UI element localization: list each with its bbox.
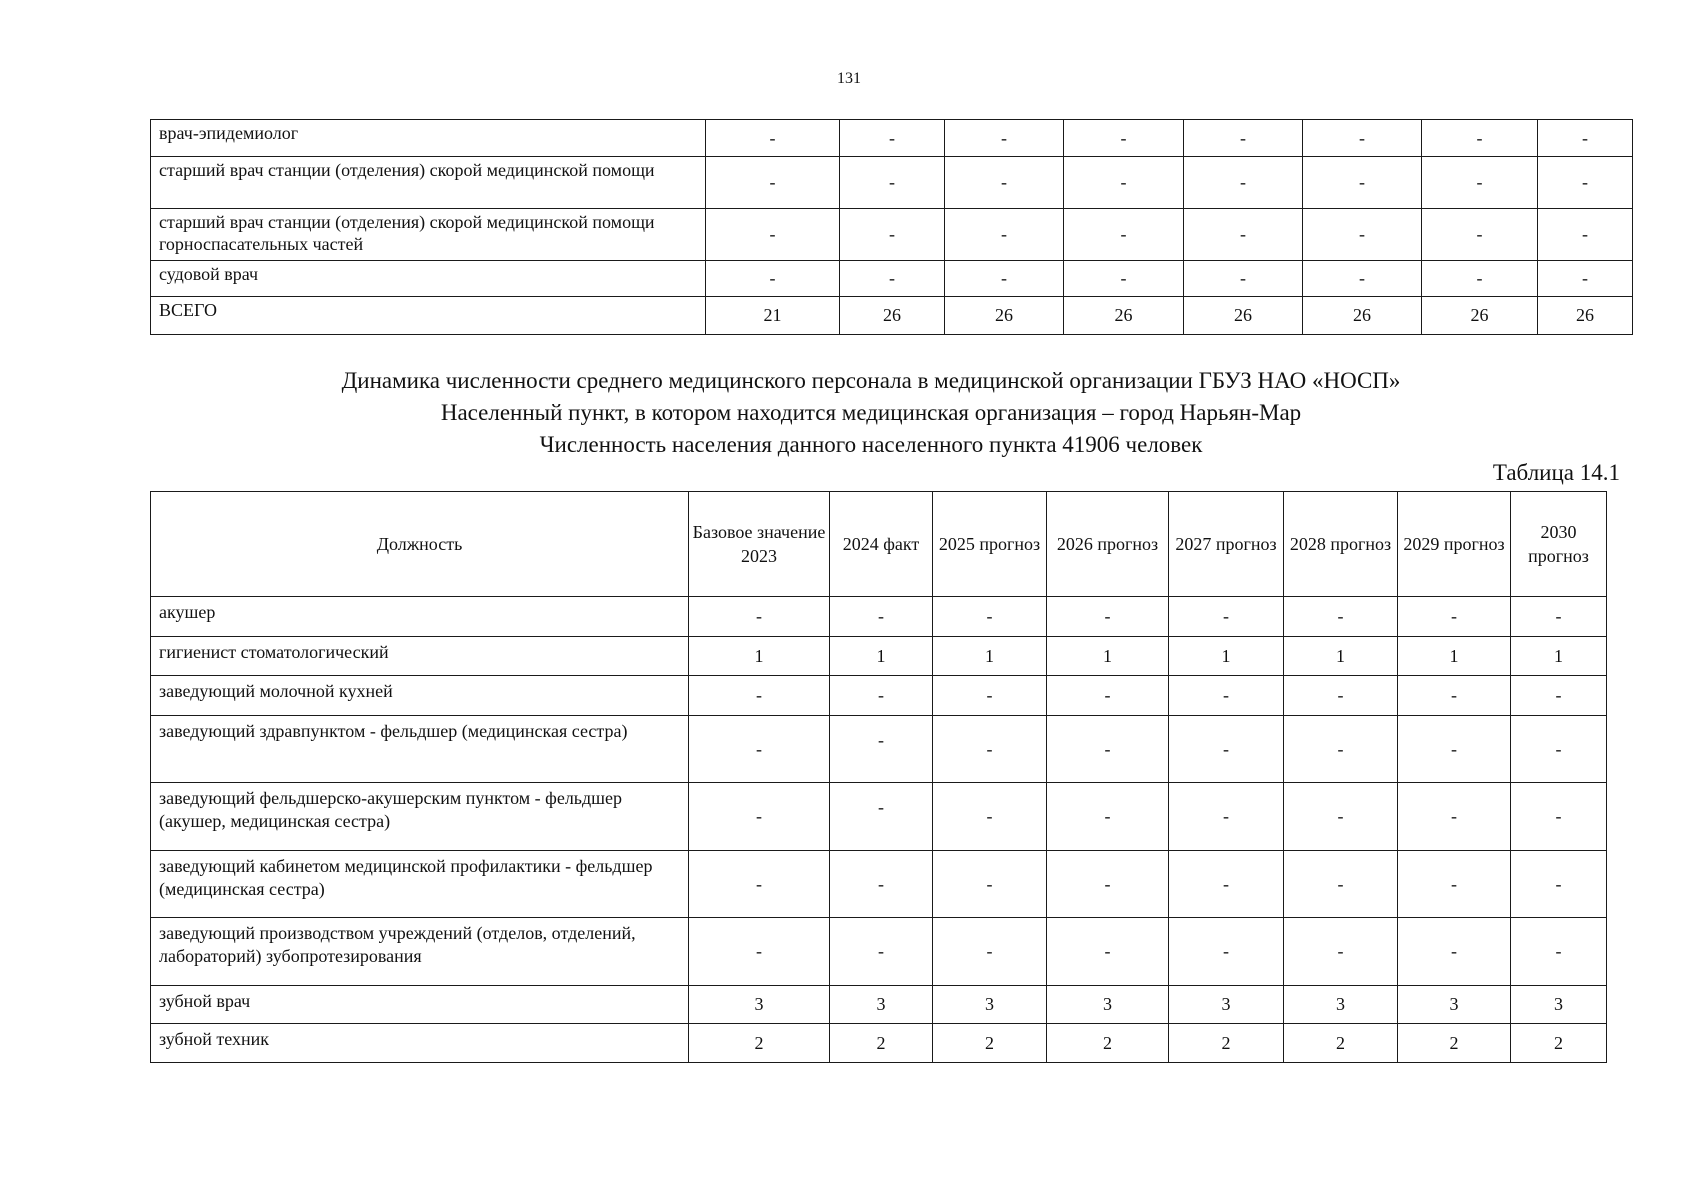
row-value: 2 [933,1024,1047,1063]
table-row [151,597,1607,637]
row-label: заведующий фельдшерско-акушерским пунктом - фельдшер (акушер, медицинская сестра) [151,783,689,851]
row-value: 3 [1047,986,1169,1024]
table-header-row [151,492,1607,597]
row-value: - [689,783,830,851]
row-value: - [1284,918,1398,986]
row-value: - [689,918,830,986]
row-value: 2 [689,1024,830,1063]
row-value: - [945,120,1064,157]
row-value: - [1422,120,1538,157]
caption-population: Численность населения данного населенного пункта 41906 человек [539,432,1203,457]
row-value: - [1303,120,1422,157]
row-value: - [1047,918,1169,986]
row-value: - [1511,783,1607,851]
row-value: - [1047,783,1169,851]
table-row [151,783,1607,851]
row-value: - [1184,157,1303,209]
row-value: - [1422,261,1538,297]
header-2024-fact: 2024 факт [830,492,933,597]
page-number: 131 [837,70,861,87]
row-value: 1 [1398,637,1511,676]
table-row [151,716,1607,783]
table-row [151,209,1633,261]
row-value: - [1398,851,1511,918]
table-number-label: Таблица 14.1 [1492,460,1620,485]
header-base-2023: Базовое значение 2023 [689,492,830,597]
row-value: 26 [1184,297,1303,335]
row-value: - [689,716,830,783]
row-value: - [1169,918,1284,986]
row-value: 1 [1169,637,1284,676]
row-value: - [1184,261,1303,297]
header-2028-forecast: 2028 прогноз [1284,492,1398,597]
table-row [151,918,1607,986]
row-value: 3 [1511,986,1607,1024]
table-row [151,120,1633,157]
row-label: заведующий здравпунктом - фельдшер (медицинская сестра) [151,716,689,783]
row-value: - [1398,597,1511,637]
row-label: старший врач станции (отделения) скорой медицинской помощи [151,157,706,209]
row-value: - [1422,157,1538,209]
row-value: - [706,261,840,297]
row-value: - [1398,676,1511,716]
row-value: - [1284,716,1398,783]
row-value: - [1284,597,1398,637]
row-value: 21 [706,297,840,335]
row-value: - [1047,716,1169,783]
row-value: 3 [933,986,1047,1024]
row-value: - [1047,676,1169,716]
row-value: - [1169,851,1284,918]
row-label: зубной техник [151,1024,689,1063]
row-value: 1 [689,637,830,676]
row-value: - [1169,676,1284,716]
header-position: Должность [151,492,689,597]
row-value: - [1047,851,1169,918]
row-value: 2 [1047,1024,1169,1063]
row-label: судовой врач [151,261,706,297]
row-value: - [933,783,1047,851]
row-value: 3 [1398,986,1511,1024]
row-value: - [1047,597,1169,637]
row-value: 3 [1169,986,1284,1024]
row-value: 1 [933,637,1047,676]
row-value: 2 [1284,1024,1398,1063]
row-value: - [1169,716,1284,783]
row-value: - [830,597,933,637]
table-row [151,297,1633,335]
row-value: - [1538,120,1633,157]
caption-title: Динамика численности среднего медицинского персонала в медицинской организации ГБУЗ НАО «НОСП» [341,368,1401,393]
row-value: 26 [1303,297,1422,335]
row-value: - [689,851,830,918]
row-value: - [1398,918,1511,986]
row-value: - [1303,261,1422,297]
row-value: 26 [1422,297,1538,335]
row-label: заведующий молочной кухней [151,676,689,716]
table-row [151,676,1607,716]
row-value: - [706,157,840,209]
row-value: - [1169,783,1284,851]
row-value: - [840,157,945,209]
row-label: врач-эпидемиолог [151,120,706,157]
row-label: заведующий кабинетом медицинской профилактики - фельдшер (медицинская сестра) [151,851,689,918]
row-value: - [1064,157,1184,209]
header-2029-forecast: 2029 прогноз [1398,492,1511,597]
row-value: 2 [1398,1024,1511,1063]
row-value: - [840,209,945,261]
row-value: - [1422,209,1538,261]
row-label: акушер [151,597,689,637]
row-value: - [1538,157,1633,209]
row-value: 1 [1284,637,1398,676]
table-row [151,637,1607,676]
table-row [151,986,1607,1024]
row-value: - [830,851,933,918]
header-2026-forecast: 2026 прогноз [1047,492,1169,597]
row-value: 26 [1064,297,1184,335]
row-value: - [1284,676,1398,716]
row-value: - [933,918,1047,986]
row-value: - [933,851,1047,918]
row-label: гигиенист стоматологический [151,637,689,676]
row-value: - [830,783,933,851]
row-value: - [1538,209,1633,261]
row-value: - [1284,851,1398,918]
row-value: - [1064,120,1184,157]
row-value: - [1398,783,1511,851]
row-value: - [1303,209,1422,261]
row-value: 3 [830,986,933,1024]
row-value: - [1184,120,1303,157]
row-value: - [1511,851,1607,918]
caption-settlement: Населенный пункт, в котором находится медицинская организация – город Нарьян-Мар [440,400,1302,425]
row-value: - [830,716,933,783]
table-row [151,1024,1607,1063]
row-value: - [1303,157,1422,209]
row-value: - [933,597,1047,637]
header-2027-forecast: 2027 прогноз [1169,492,1284,597]
row-value: 3 [689,986,830,1024]
row-value: 26 [840,297,945,335]
row-value: - [1184,209,1303,261]
row-value: - [689,597,830,637]
row-value: - [1284,783,1398,851]
row-value: 1 [1511,637,1607,676]
header-2030-forecast: 2030 прогноз [1511,492,1607,597]
row-value: - [945,209,1064,261]
row-value: - [830,676,933,716]
row-value: - [1511,597,1607,637]
row-value: 2 [830,1024,933,1063]
row-value: 1 [830,637,933,676]
row-label: зубной врач [151,986,689,1024]
row-value: - [1511,716,1607,783]
row-value: - [945,261,1064,297]
nursing-staff-table [150,491,1607,1063]
row-label: старший врач станции (отделения) скорой медицинской помощи горноспасательных частей [151,209,706,261]
row-value: - [840,261,945,297]
row-value: 2 [1169,1024,1284,1063]
row-value: - [933,716,1047,783]
row-value: - [933,676,1047,716]
row-value: - [706,209,840,261]
row-value: 2 [1511,1024,1607,1063]
row-value: - [830,918,933,986]
row-value: - [1511,918,1607,986]
row-value: - [1169,597,1284,637]
row-label: ВСЕГО [151,297,706,335]
row-value: - [840,120,945,157]
header-2025-forecast: 2025 прогноз [933,492,1047,597]
row-value: - [1064,261,1184,297]
row-value: - [1538,261,1633,297]
row-value: - [1398,716,1511,783]
staff-table-continuation [150,119,1633,335]
row-value: - [1064,209,1184,261]
table-row [151,157,1633,209]
table-row [151,851,1607,918]
table-caption [150,365,1592,461]
table-row [151,261,1633,297]
row-value: 26 [945,297,1064,335]
row-value: - [1511,676,1607,716]
row-value: - [706,120,840,157]
row-value: 1 [1047,637,1169,676]
row-value: - [945,157,1064,209]
row-value: 3 [1284,986,1398,1024]
row-value: 26 [1538,297,1633,335]
row-label: заведующий производством учреждений (отделов, отделений, лабораторий) зубопротезирования [151,918,689,986]
row-value: - [689,676,830,716]
